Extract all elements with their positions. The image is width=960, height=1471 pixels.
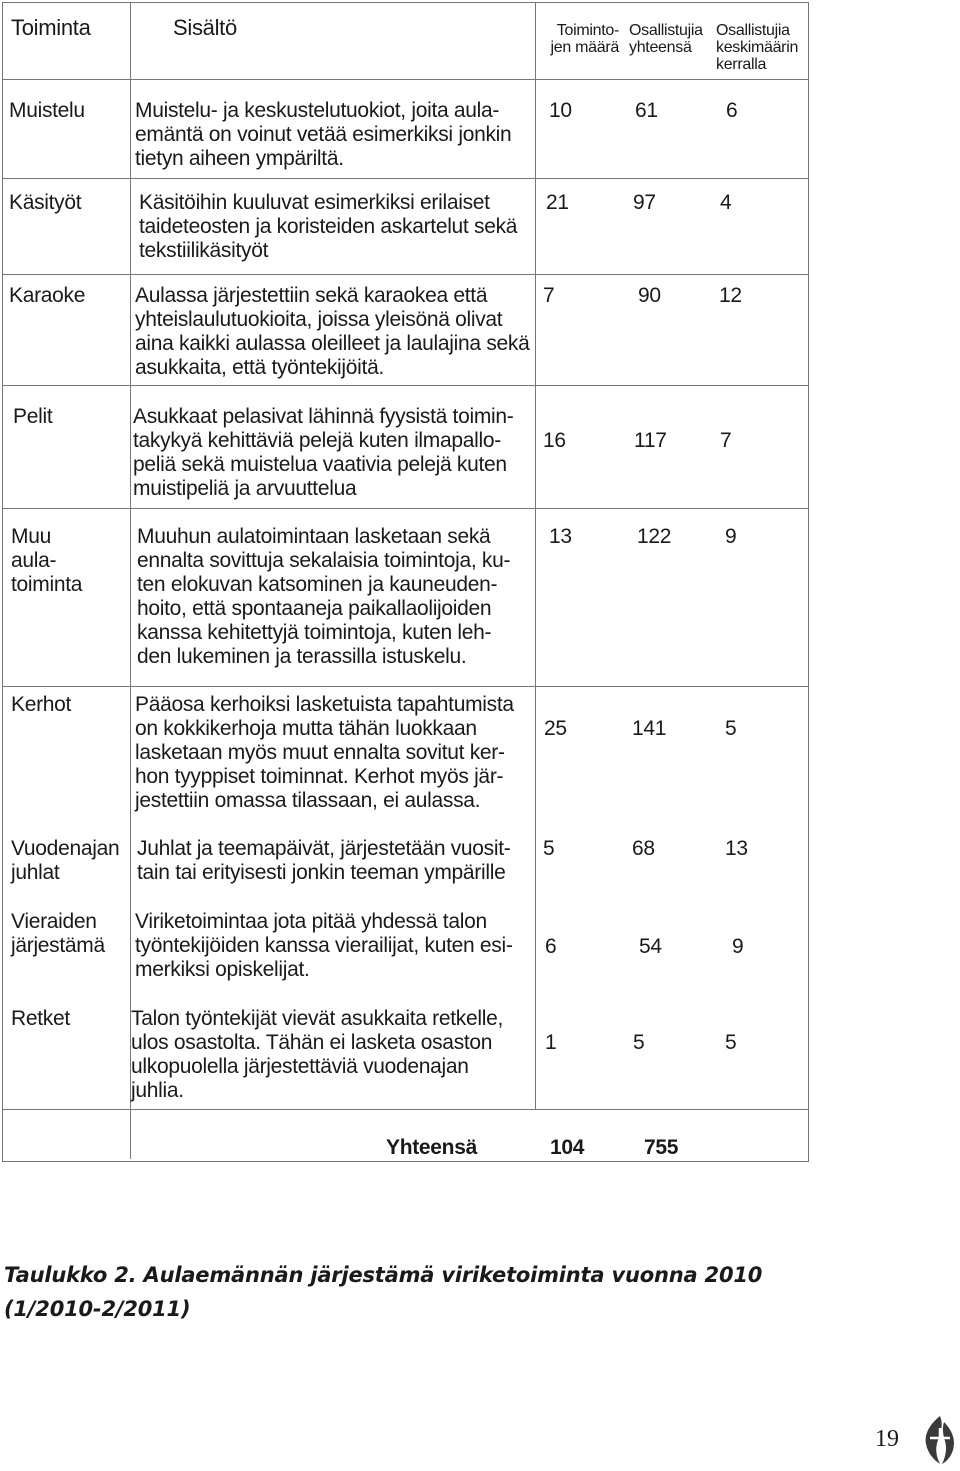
participants-avg: 4 xyxy=(720,191,732,214)
activity-count: 5 xyxy=(543,837,555,860)
row-divider xyxy=(3,508,808,509)
activity-description: Aulassa järjestettiin sekä karaokea että yhteislaulutuokioita, joissa yleisönä olivat aina kaikki aulassa oleilleet ja laulajina sekä asukkaita, että työntekijöitä. xyxy=(135,284,530,379)
activity-table xyxy=(2,2,809,1162)
header-participants-total: Osallistujia yhteensä xyxy=(629,22,703,56)
row-divider xyxy=(3,178,808,179)
participants-total: 97 xyxy=(633,191,656,214)
table-caption: Taulukko 2. Aulaemännän järjestämä viriketoiminta vuonna 2010 (1/2010-2/2011) xyxy=(4,1263,763,1321)
header-count: Toiminto- jen määrä xyxy=(550,22,619,56)
activity-count: 25 xyxy=(544,717,567,740)
activity-name: Kerhot xyxy=(11,693,72,716)
row-divider xyxy=(3,686,808,687)
activity-description: Talon työntekijät vievät asukkaita retkelle, ulos osastolta. Tähän ei lasketa osaston ulkopuolella järjestettäviä vuodenajan juhlia. xyxy=(131,1007,503,1102)
row-divider xyxy=(3,79,808,80)
page-number: 19 xyxy=(875,1426,899,1452)
activity-name: Muistelu xyxy=(9,99,85,122)
participants-avg: 12 xyxy=(719,284,742,307)
activity-count: 16 xyxy=(543,429,566,452)
participants-avg: 9 xyxy=(732,935,744,958)
activity-description: Viriketoimintaa jota pitää yhdessä talon työntekijöiden kanssa vierailijat, kuten esi- merkiksi opiskelijat. xyxy=(135,910,513,981)
participants-total: 68 xyxy=(632,837,655,860)
participants-avg: 5 xyxy=(725,1031,737,1054)
participants-avg: 6 xyxy=(726,99,738,122)
activity-description: Muuhun aulatoimintaan lasketaan sekä ennalta sovittuja sekalaisia toimintoja, ku- ten elokuvan katsominen ja kauneuden- hoito, että spontaaneja paikallaolijoiden kanssa kehitettyjä toimintoja, kuten leh- den lukeminen ja terassilla istuskelu. xyxy=(137,525,511,668)
participants-avg: 9 xyxy=(725,525,737,548)
activity-description: Muistelu- ja keskustelutuokiot, joita aula- emäntä on voinut vetää esimerkiksi jonkin tietyn aiheen ympäriltä. xyxy=(135,99,512,170)
column-divider xyxy=(130,3,131,1159)
participants-total: 54 xyxy=(639,935,662,958)
activity-count: 21 xyxy=(546,191,569,214)
header-content: Sisältö xyxy=(173,15,237,40)
activity-name: Vieraiden järjestämä xyxy=(11,910,105,957)
activity-name: Pelit xyxy=(13,405,53,428)
header-activity: Toiminta xyxy=(11,15,91,40)
total-participants: 755 xyxy=(644,1136,679,1159)
activity-name: Karaoke xyxy=(9,284,86,307)
row-divider xyxy=(3,385,808,386)
row-divider xyxy=(3,1109,808,1110)
activity-description: Asukkaat pelasivat lähinnä fyysistä toimin- takykyä kehittäviä pelejä kuten ilmapallo- peliä sekä muistelua vaativia pelejä kuten muistipeliä ja arvuuttelua xyxy=(133,405,514,500)
participants-total: 117 xyxy=(634,429,667,452)
participants-total: 141 xyxy=(632,717,667,740)
total-count: 104 xyxy=(550,1136,585,1159)
activity-name: Käsityöt xyxy=(9,191,82,214)
activity-count: 7 xyxy=(543,284,555,307)
activity-count: 1 xyxy=(545,1031,557,1054)
participants-avg: 13 xyxy=(725,837,748,860)
activity-name: Retket xyxy=(11,1007,70,1030)
column-divider xyxy=(535,3,536,1109)
activity-count: 6 xyxy=(545,935,557,958)
participants-total: 61 xyxy=(635,99,658,122)
activity-count: 13 xyxy=(549,525,572,548)
activity-description: Pääosa kerhoiksi lasketuista tapahtumista on kokkikerhoja mutta tähän luokkaan lasketaan myös muut ennalta sovitut ker- hon tyyppiset toiminnat. Kerhot myös jär- jestettiin omassa tilassaan, ei aulassa. xyxy=(135,693,514,812)
header-participants-avg: Osallistujia keskimäärin kerralla xyxy=(716,22,799,73)
publisher-logo-icon xyxy=(920,1414,960,1466)
participants-avg: 7 xyxy=(720,429,732,452)
activity-count: 10 xyxy=(549,99,572,122)
activity-description: Käsitöihin kuuluvat esimerkiksi erilaiset taideteosten ja koristeiden askartelut sekä tekstiilikäsityöt xyxy=(139,191,518,262)
total-label: Yhteensä xyxy=(386,1136,477,1159)
participants-avg: 5 xyxy=(725,717,737,740)
participants-total: 90 xyxy=(638,284,661,307)
participants-total: 5 xyxy=(633,1031,645,1054)
row-divider xyxy=(3,274,808,275)
participants-total: 122 xyxy=(637,525,672,548)
activity-name: Muu aula- toiminta xyxy=(11,525,83,596)
activity-description: Juhlat ja teemapäivät, järjestetään vuosit- tain tai erityisesti jonkin teeman ympärille xyxy=(137,837,511,884)
activity-name: Vuodenajan juhlat xyxy=(11,837,120,884)
